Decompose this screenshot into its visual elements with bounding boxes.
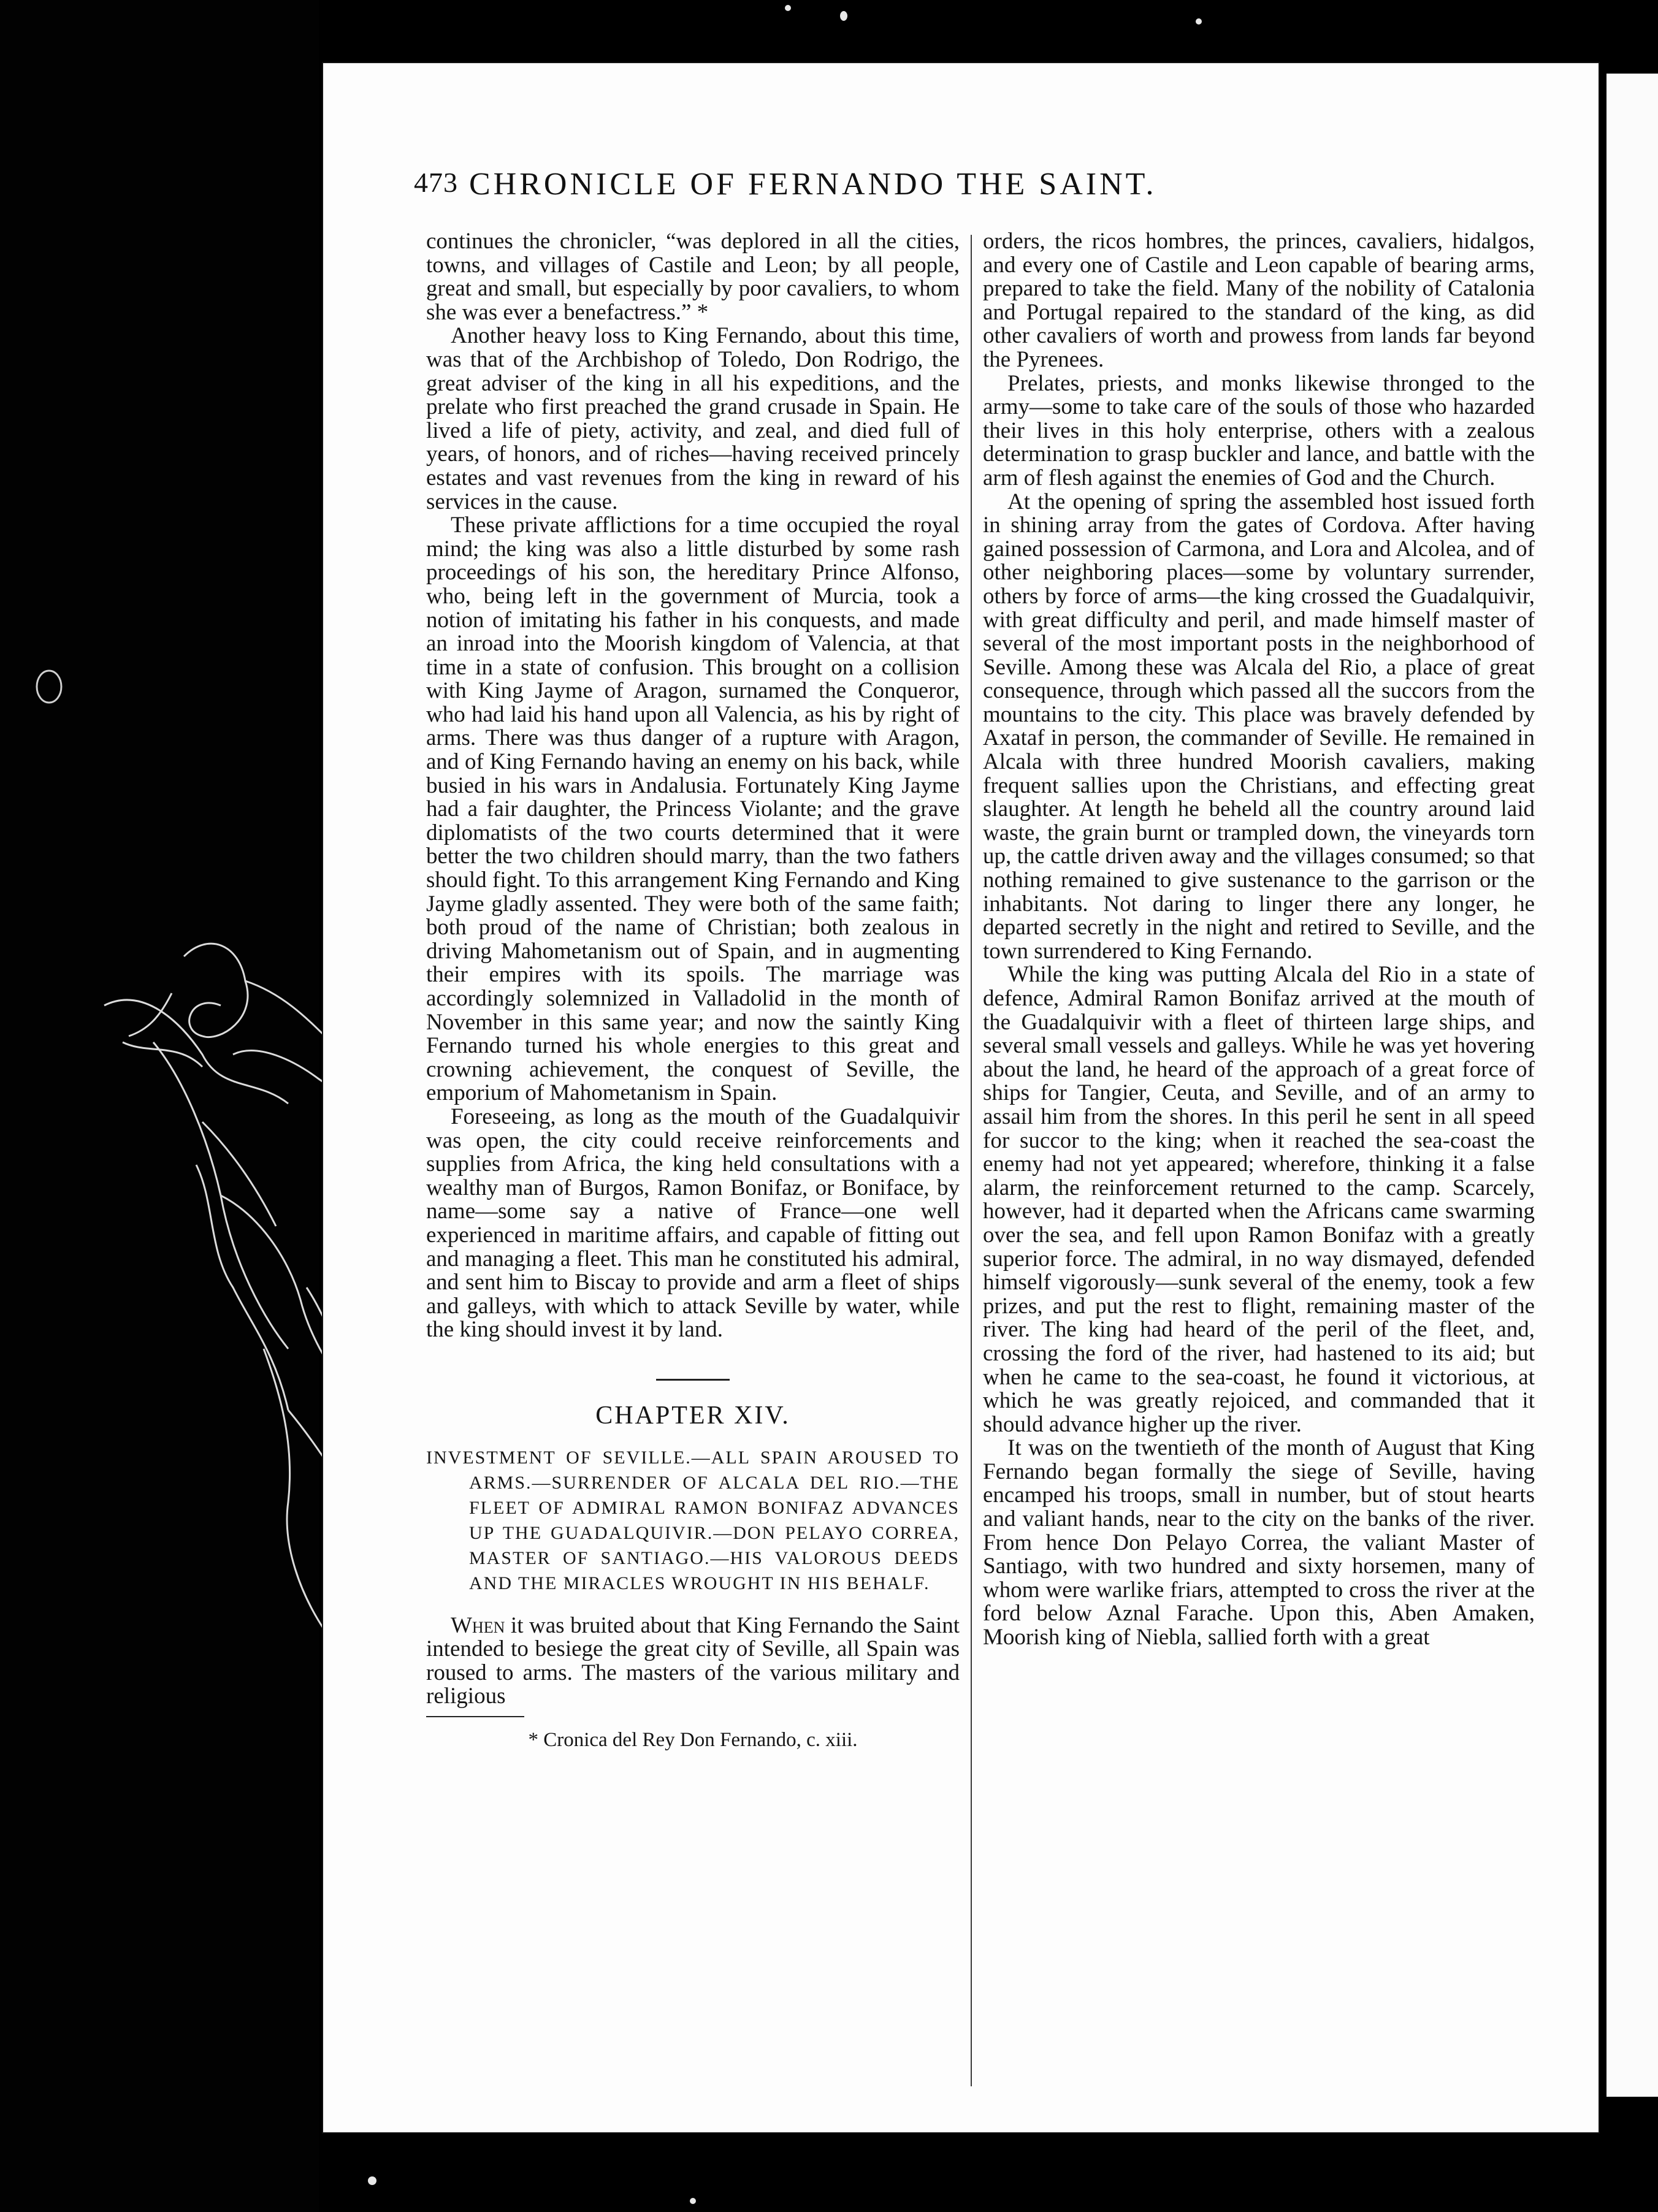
paragraph: Prelates, priests, and monks likewise thronged to the army—some to take care of the souls of those who hazarded their lives in this holy enterprise, others with a zealous determination to grasp buckler and lance, and battle with the arm of flesh against the enemies of God and the Church.: [983, 370, 1535, 490]
footnote-rule: [426, 1716, 524, 1717]
book-page: [323, 63, 1599, 2132]
paragraph: At the opening of spring the assembled host issued forth in shining array from the gates of Cordova. After having gained possession of Carmona, and Lora and Alcolea, and of other neighboring places—some by voluntary surrender, others by force of arms—the king crossed the Guadalquivir, with great difficulty and peril, and made himself master of several of the most important posts in the neighborhood of Seville. Among these was Alcala del Rio, a place of great consequence, through which passed all the succors from the mountains to the city. This place was bravely defended by Axataf in person, the commander of Seville. He remained in Alcala with three hundred Moorish cavaliers, making frequent sallies upon the Christians, and effecting great slaughter. At length he beheld all the country around laid waste, the grain burnt or trampled down, the vineyards torn up, the cattle driven away and the villages consumed; so that nothing remained to give sustenance to the garrison or the inhabitants. Not daring to linger there any longer, he departed secretly in the night and retired to Seville, and the town surrendered to King Fernando.: [983, 489, 1535, 964]
section-separator: [656, 1379, 730, 1381]
chapter-opening-paragraph: [426, 1614, 960, 1709]
paragraph: These private afflictions for a time occupied the royal mind; the king was also a little disturbed by some rash proceedings of his son, the hereditary Prince Alfonso, who, being left in the government of Murcia, took a notion of imitating his father in his conquests, and made an inroad into the Moorish kingdom of Valencia, at that time in a state of confusion. This brought on a collision with King Jayme of Aragon, surnamed the Conqueror, who had laid his hand upon all Valencia, as his by right of arms. There was thus danger of a rupture with Aragon, and of King Fernando having an enemy on his back, while busied in his wars in Andalusia. Fortunately King Jayme had a fair daughter, the Princess Violante; and the grave diplomatists of the two courts determined that it were better the two children should marry, than the two fathers should fight. To this arrangement King Fernando and King Jayme gladly assented. They were both of the same faith; both proud of the name of Christian; both zealous in driving Mahometanism out of Spain, and in augmenting their empires with its spoils. The marriage was accordingly solemnized in Valladolid in the month of November in this same year; and now the saintly King Fernando turned his whole energies to this great and crowning achievement, the conquest of Seville, the emporium of Mahometanism in Spain.: [426, 513, 960, 1106]
dust-speck: [690, 2198, 696, 2204]
opening-text: it was bruited about that King Fernando the Saint intended to besiege the great city of Seville, all Spain was roused to arms. The masters of the various military and religious: [426, 1612, 960, 1709]
paragraph: While the king was putting Alcala del Rio in a state of defence, Admiral Ramon Bonifaz arrived at the mouth of the Guadalquivir with a fleet of thirteen large ships, and several small vessels and galleys. While he was yet hovering about the land, he heard of the approach of a great force of ships for Tangier, Ceuta, and Seville, and of an army to assail him from the shores. In this peril he sent in all speed for succor to the king; when it reached the sea-coast the enemy had not yet appeared; wherefore, thinking it a false alarm, the reinforcement returned to the camp. Scarcely, however, had it departed when the Africans came swarming over the sea, and fell upon Ramon Bonifaz with a greatly superior force. The admiral, in no way dismayed, defended himself vigorously—sunk several of the enemy, took a few prizes, and put the rest to flight, remaining master of the river. The king had heard of the peril of the fleet, and, crossing the ford of the river, had hastened to its aid; but when he came to the sea-coast, he found it victorious, at which he was greatly rejoiced, and commanded that it should advance higher up the river.: [983, 962, 1535, 1437]
left-column: [426, 230, 960, 1752]
column-divider: [971, 235, 972, 2086]
dust-speck: [1196, 18, 1202, 25]
next-page-edge: [1606, 74, 1658, 2097]
paragraph: Foreseeing, as long as the mouth of the Guadalquivir was open, the city could receive reinforcements and supplies from Africa, the king held consultations with a wealthy man of Burgos, Ramon Bonifaz, or Boniface, by name—some say a native of France—one well experienced in maritime affairs, and capable of fitting out and managing a fleet. This man he constituted his admiral, and sent him to Biscay to provide and arm a fleet of ships and galleys, with which to attack Seville by water, while the king should invest it by land.: [426, 1104, 960, 1343]
chapter-summary: INVESTMENT OF SEVILLE.—ALL SPAIN AROUSED TO ARMS.—SURRENDER OF ALCALA DEL RIO.—THE FLEET OF ADMIRAL RAMON BONIFAZ ADVANCES UP THE GUADALQUIVIR.—DON PELAYO CORREA, MASTER OF SANTIAGO.—HIS VALOROUS DEEDS AND THE MIRACLES WROUGHT IN HIS BEHALF.: [426, 1447, 960, 1593]
paragraph: orders, the ricos hombres, the princes, cavaliers, hidalgos, and every one of Castile and Leon capable of bearing arms, prepared to take the field. Many of the nobility of Catalonia and Portugal repaired to the standard of the king, as did other cavaliers of worth and prowess from lands far beyond the Pyrenees.: [983, 229, 1535, 372]
paragraph: It was on the twentieth of the month of August that King Fernando began formally the siege of Seville, having encamped his troops, small in number, but of stout hearts and valiant hands, near to the city on the banks of the river. From hence Don Pelayo Correa, the valiant Master of Santiago, with two hundred and sixty horsemen, many of whom were warlike friars, attempted to cross the river at the ford below Aznal Farache. Upon this, Aben Amaken, Moorish king of Niebla, sallied forth with a great: [983, 1435, 1535, 1650]
paragraph: Another heavy loss to King Fernando, about this time, was that of the Archbishop of Toledo, Don Rodrigo, the great adviser of the king in all his expeditions, and the prelate who first preached the grand crusade in Spain. He lived a life of piety, activity, and zeal, and died full of years, of honors, and of riches—having received princely estates and vast revenues from the king in reward of his services in the cause.: [426, 323, 960, 514]
dust-speck: [785, 5, 791, 11]
chapter-heading: CHAPTER XIV.: [595, 1401, 790, 1430]
dust-speck: [368, 2176, 376, 2185]
running-title: CHRONICLE OF FERNANDO THE SAINT.: [469, 167, 1157, 202]
opening-word: When: [451, 1612, 505, 1638]
right-column: [983, 230, 1535, 1650]
paragraph: continues the chronicler, “was deplored in all the cities, towns, and villages of Castile and Leon; by all people, great and small, but especially by poor cavaliers, to whom she was ever a benefactress.” *: [426, 229, 960, 325]
dust-speck: [840, 11, 847, 21]
page-number: 473: [414, 167, 458, 198]
footnote: * Cronica del Rey Don Fernando, c. xiii.: [528, 1728, 858, 1751]
